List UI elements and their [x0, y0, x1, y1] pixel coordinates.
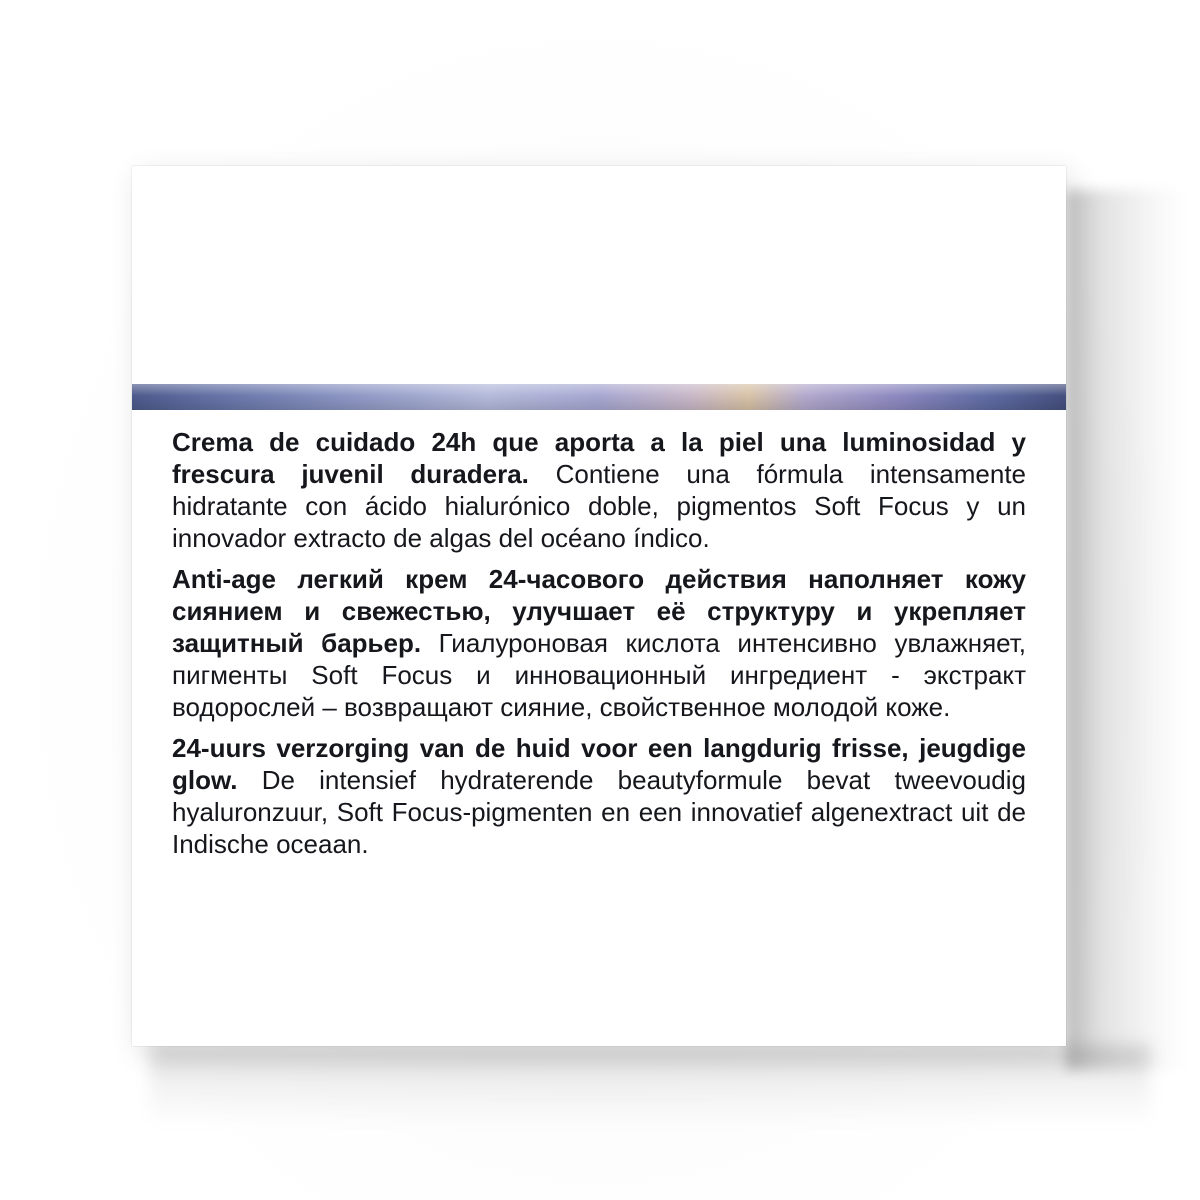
paragraph-russian — [172, 563, 1026, 723]
paragraph-dutch — [172, 732, 1026, 860]
box-shadow-bottom — [150, 1046, 1150, 1126]
description-text — [172, 426, 1026, 869]
paragraph-russian-bold: Anti-age легкий крем 24-часового действия наполняет кожу сиянием и свежестью, улучшает её структуру и укрепляет защитный барьер. — [172, 564, 1026, 658]
paragraph-russian-regular: Гиалуроновая кислота интенсивно увлажняет, пигменты Soft Focus и инновационный ингредиент - экстракт водорослей – возвращают сияние, свойственное молодой коже. — [172, 628, 1026, 722]
paragraph-dutch-regular: De intensief hydraterende beautyformule bevat tweevoudig hyaluronzuur, Soft Focus-pigmenten en een innovatief algenextract uit de Indische oceaan. — [172, 765, 1026, 859]
box-shadow-right — [1066, 190, 1186, 1070]
decorative-gradient-stripe — [132, 384, 1066, 410]
paragraph-dutch-bold: 24-uurs verzorging van de huid voor een langdurig frisse, jeugdige glow. — [172, 733, 1026, 795]
paragraph-spanish — [172, 426, 1026, 554]
paragraph-spanish-regular: Contiene una fórmula intensamente hidratante con ácido hialurónico doble, pigmentos Soft Focus y un innovador extracto de algas del océano índico. — [172, 459, 1026, 553]
paragraph-spanish-bold: Crema de cuidado 24h que aporta a la piel una luminosidad y frescura juvenil duradera. — [172, 427, 1026, 489]
product-box — [132, 166, 1066, 1046]
